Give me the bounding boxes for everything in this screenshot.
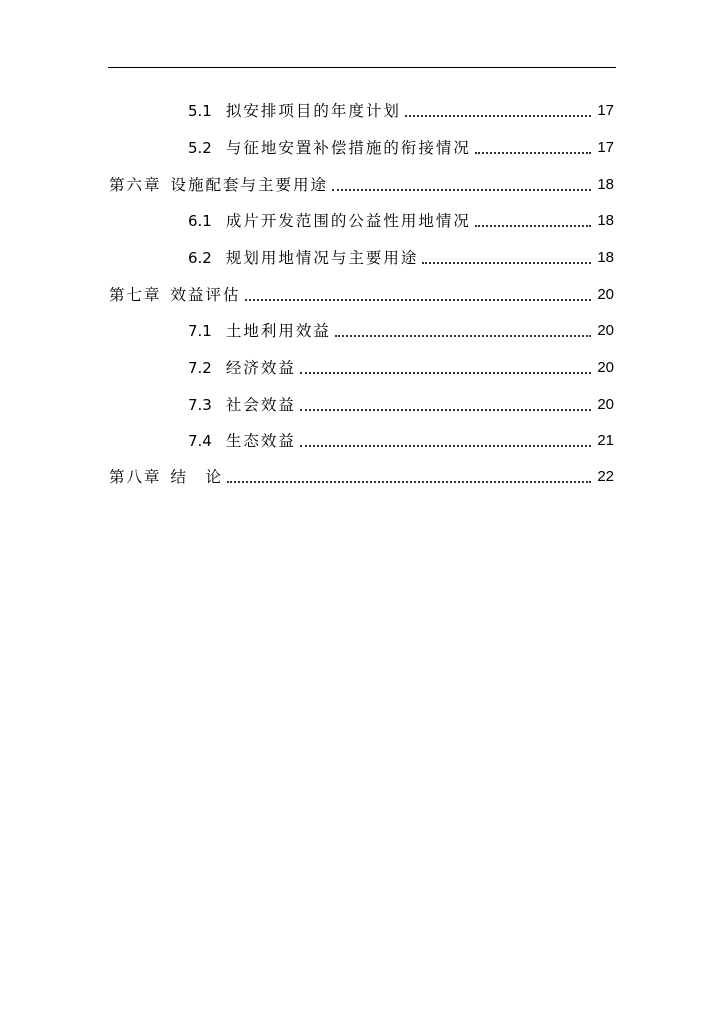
toc-entry-title: 效益评估 (170, 286, 241, 304)
toc-entry-page: 20 (597, 286, 614, 303)
toc-entry[interactable] (188, 207, 614, 231)
dot-leader (475, 152, 591, 154)
toc-entry[interactable] (109, 463, 614, 487)
toc-entry[interactable] (188, 134, 614, 158)
toc-entry-number: 7.4 (188, 432, 212, 450)
toc-entry[interactable] (109, 171, 614, 195)
dot-leader (332, 189, 591, 191)
toc-entry-title: 结 论 (170, 468, 224, 486)
dot-leader (335, 335, 591, 337)
toc-entry-page: 17 (597, 102, 614, 119)
toc-entry-title: 设施配套与主要用途 (170, 176, 329, 194)
dot-leader (422, 262, 591, 264)
toc-entry-page: 18 (597, 176, 614, 193)
toc-entry-page: 18 (597, 249, 614, 266)
toc-entry[interactable] (188, 244, 614, 268)
dot-leader (405, 115, 591, 117)
toc-entry-title: 规划用地情况与主要用途 (225, 249, 419, 267)
toc-entry-number: 7.1 (188, 322, 212, 340)
toc-entry-page: 18 (597, 212, 614, 229)
toc-entry-number: 6.2 (188, 249, 212, 267)
dot-leader (300, 372, 591, 374)
dot-leader (475, 225, 591, 227)
toc-entry-title: 生态效益 (225, 432, 296, 450)
toc-entry[interactable] (188, 391, 614, 415)
toc-entry-page: 22 (597, 468, 614, 485)
toc-entry[interactable] (188, 354, 614, 378)
toc-entry-title: 成片开发范围的公益性用地情况 (225, 212, 471, 230)
toc-entry-title: 社会效益 (225, 396, 296, 414)
toc-entry-page: 17 (597, 139, 614, 156)
dot-leader (300, 445, 591, 447)
toc-entry-page: 20 (597, 359, 614, 376)
toc-entry-number: 5.2 (188, 139, 212, 157)
toc-entry-number: 7.2 (188, 359, 212, 377)
toc-entry-number: 第七章 (109, 286, 162, 304)
toc-entry-number: 第八章 (109, 468, 162, 486)
toc-entry[interactable] (188, 317, 614, 341)
toc-entry-number: 第六章 (109, 176, 162, 194)
toc-entry-page: 20 (597, 396, 614, 413)
toc-entry-page: 21 (597, 432, 614, 449)
toc-entry-number: 5.1 (188, 102, 212, 120)
dot-leader (245, 299, 591, 301)
toc-entry-title: 与征地安置补偿措施的衔接情况 (225, 139, 471, 157)
toc-entry[interactable] (188, 97, 614, 121)
toc-entry[interactable] (188, 427, 614, 451)
toc-entry[interactable] (109, 281, 614, 305)
toc-entry-title: 拟安排项目的年度计划 (225, 102, 401, 120)
header-rule (108, 67, 616, 68)
dot-leader (300, 409, 591, 411)
toc-entry-title: 经济效益 (225, 359, 296, 377)
toc-entry-number: 7.3 (188, 396, 212, 414)
toc-entry-page: 20 (597, 322, 614, 339)
toc-entry-title: 土地利用效益 (225, 322, 331, 340)
toc-entry-number: 6.1 (188, 212, 212, 230)
dot-leader (227, 481, 591, 483)
